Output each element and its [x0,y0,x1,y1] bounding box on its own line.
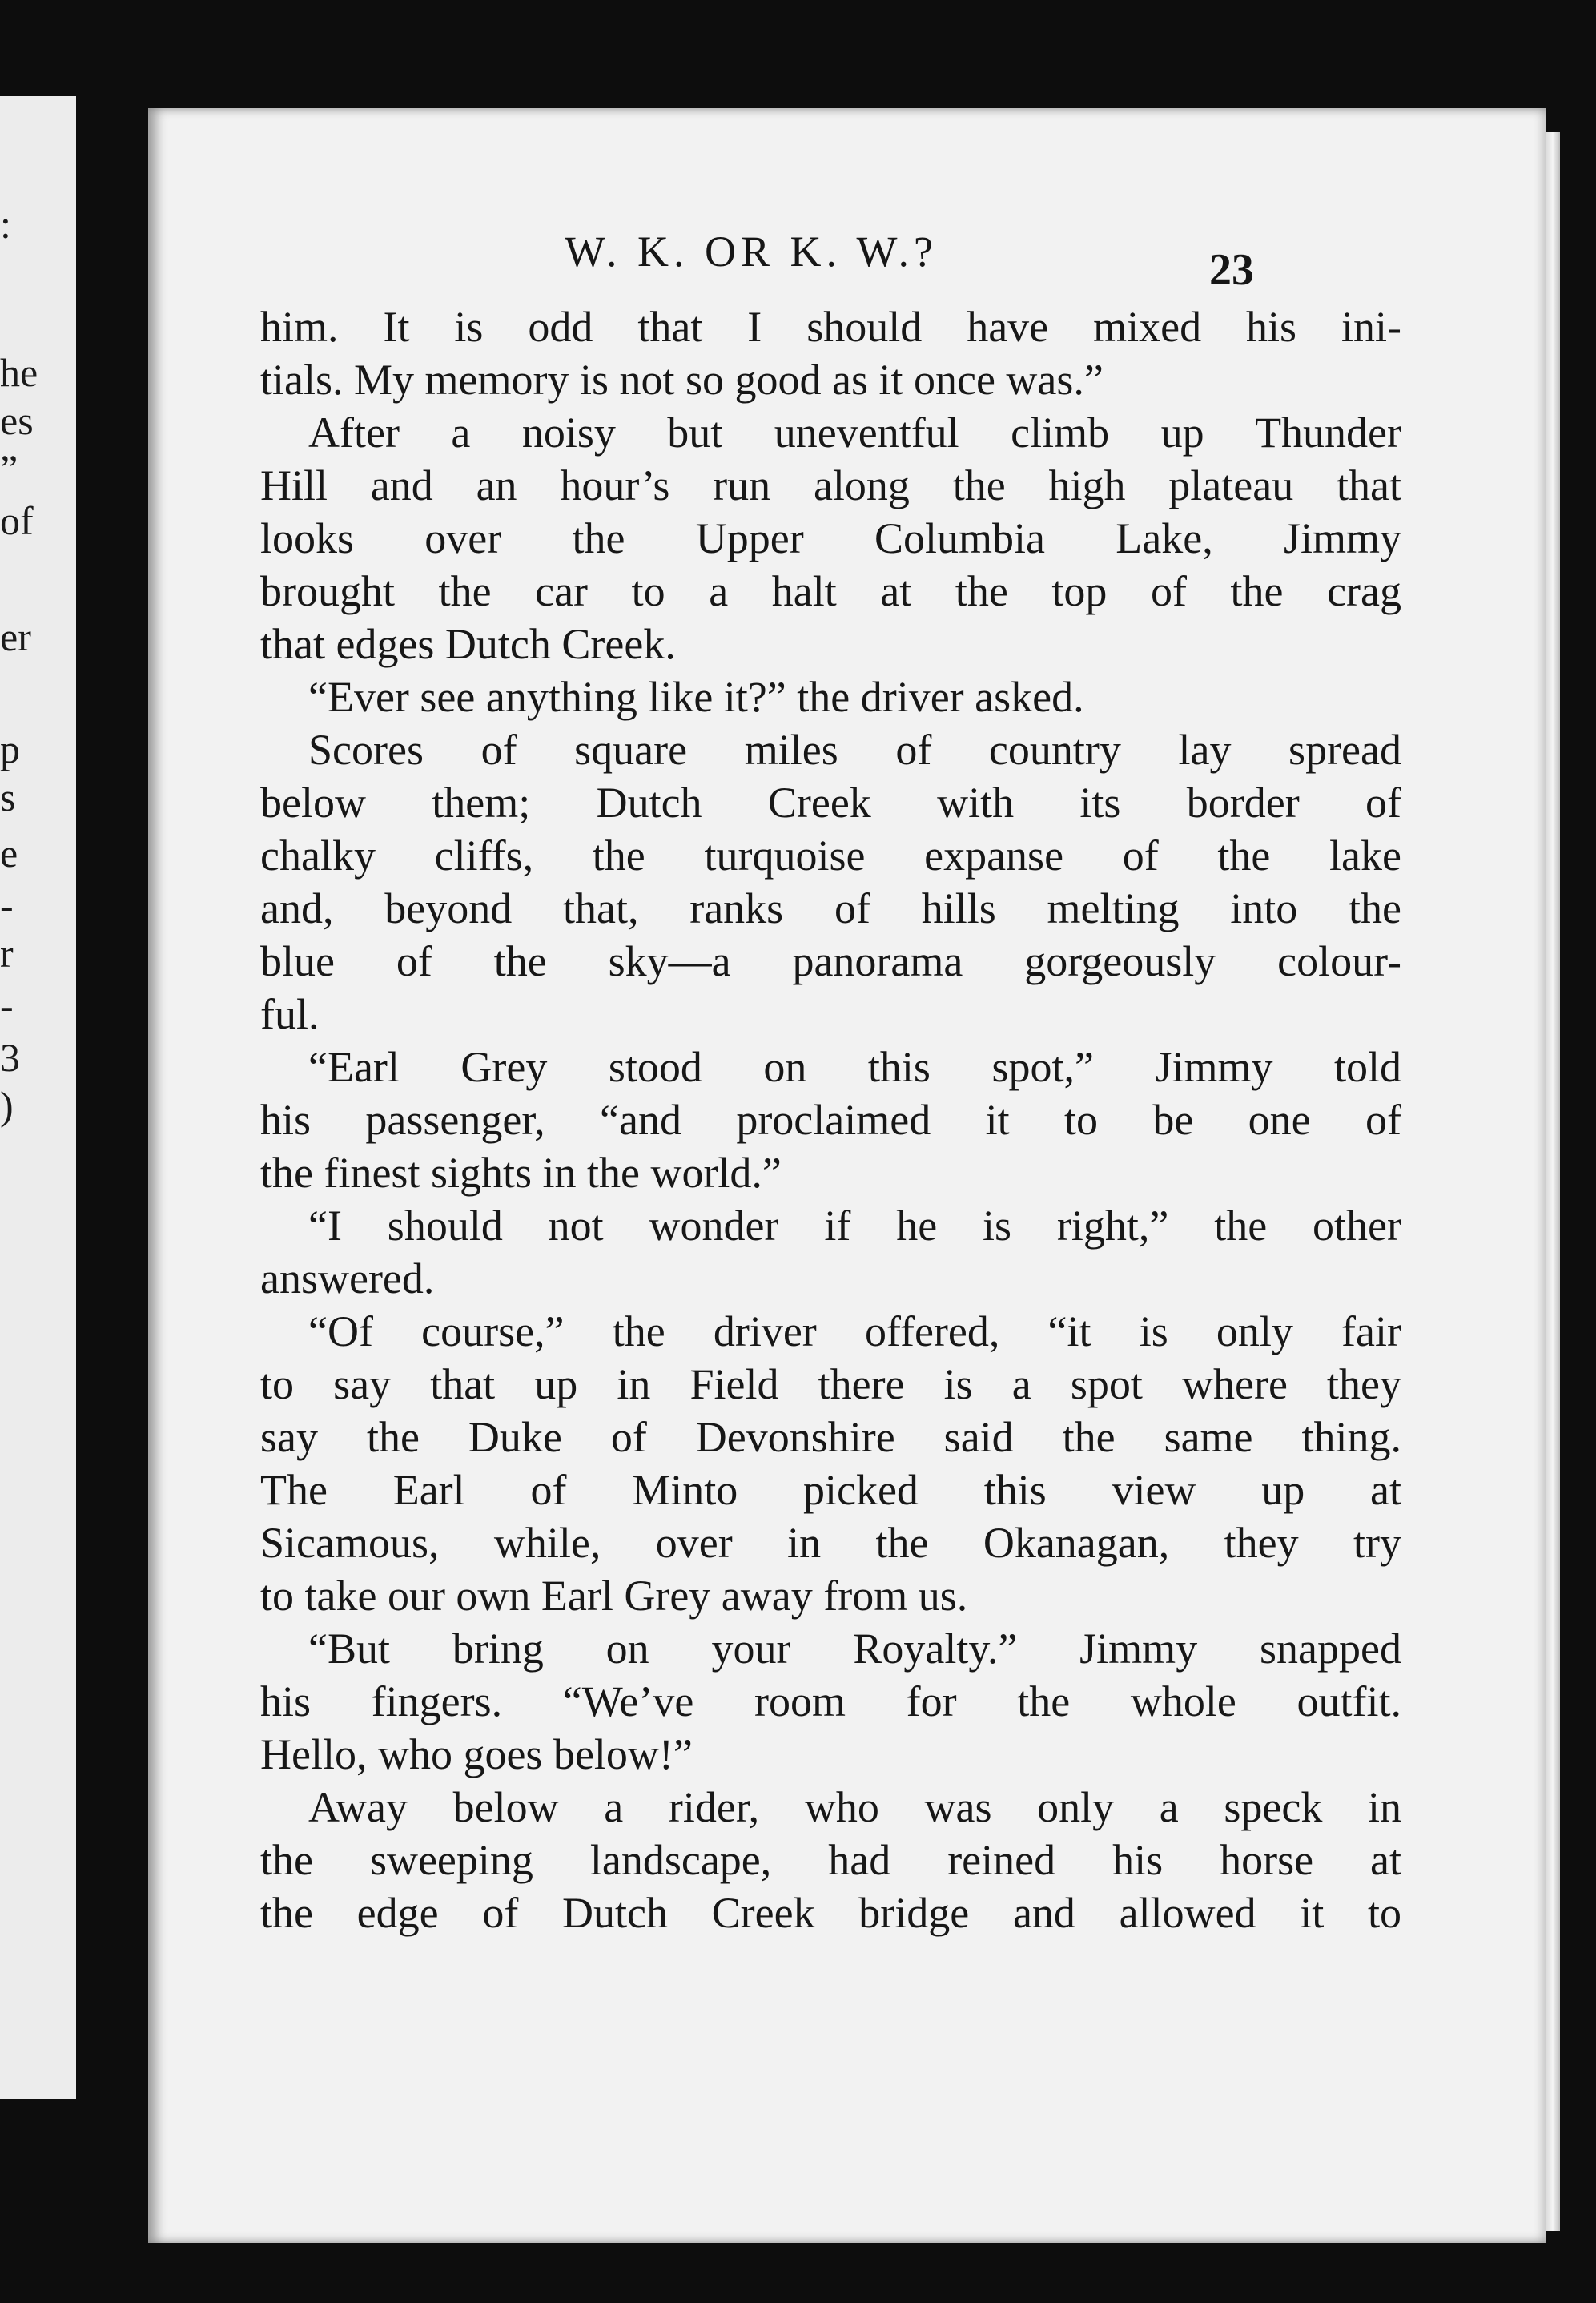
page-edge [1546,132,1560,2231]
left-page-fragment: ” [0,446,18,491]
text-line: Sicamous, while, over in the Okanagan, they try [260,1519,1401,1567]
left-page-fragment: of [0,498,34,543]
left-page-fragment: 3 [0,1035,20,1080]
page-number: 23 [1209,245,1254,295]
text-line: Hill and an hour’s run along the high plateau that [260,461,1401,509]
body-text [260,300,1401,1939]
text-line: say the Duke of Devonshire said the same thing. [260,1413,1401,1461]
left-page-fragment: p [0,727,20,771]
text-line: that edges Dutch Creek. [260,620,676,668]
left-facing-page [0,96,76,2099]
text-line: “Ever see anything like it?” the driver asked. [308,673,1084,721]
text-line: blue of the sky—a panorama gorgeously colour- [260,937,1401,985]
text-line: the sweeping landscape, had reined his horse at [260,1836,1401,1884]
text-line: The Earl of Minto picked this view up at [260,1466,1401,1514]
text-line: looks over the Upper Columbia Lake, Jimmy [260,514,1401,562]
text-line: “Of course,” the driver offered, “it is only fair [308,1307,1401,1355]
left-page-fragment: : [0,202,11,247]
text-line: him. It is odd that I should have mixed his ini- [260,303,1401,351]
text-line: the edge of Dutch Creek bridge and allowed it to [260,1889,1401,1937]
text-line: and, beyond that, ranks of hills melting into the [260,884,1401,932]
running-head: W. K. OR K. W.? [565,227,939,276]
text-line: “But bring on your Royalty.” Jimmy snapped [308,1625,1401,1673]
text-line: below them; Dutch Creek with its border of [260,779,1401,827]
text-line: Away below a rider, who was only a speck in [308,1783,1401,1831]
text-line: to say that up in Field there is a spot where they [260,1360,1401,1408]
left-page-fragment: - [0,983,14,1028]
text-line: to take our own Earl Grey away from us. [260,1572,968,1620]
left-page-fragment: e [0,831,18,876]
text-line: tials. My memory is not so good as it once was.” [260,356,1104,404]
text-line: ful. [260,990,320,1038]
text-line: chalky cliffs, the turquoise expanse of the lake [260,831,1401,880]
text-line: brought the car to a halt at the top of the crag [260,567,1401,615]
text-line: “Earl Grey stood on this spot,” Jimmy told [308,1043,1401,1091]
left-page-fragment: er [0,614,31,659]
book-page [148,108,1546,2243]
text-line: Scores of square miles of country lay spread [308,726,1401,774]
text-line: his passenger, “and proclaimed it to be one of [260,1096,1401,1144]
left-page-fragment: s [0,775,16,819]
text-line: “I should not wonder if he is right,” the other [308,1202,1401,1250]
text-line: his fingers. “We’ve room for the whole outfit. [260,1677,1401,1725]
left-page-fragment: r [0,931,14,976]
text-line: After a noisy but uneventful climb up Thunder [308,409,1401,457]
left-page-fragment: he [0,350,38,395]
left-page-fragment: es [0,398,34,443]
text-line: answered. [260,1254,435,1302]
text-line: the finest sights in the world.” [260,1149,782,1197]
left-page-fragment: - [0,883,14,928]
left-page-fragment: ) [0,1083,14,1128]
text-line: Hello, who goes below!” [260,1730,693,1778]
